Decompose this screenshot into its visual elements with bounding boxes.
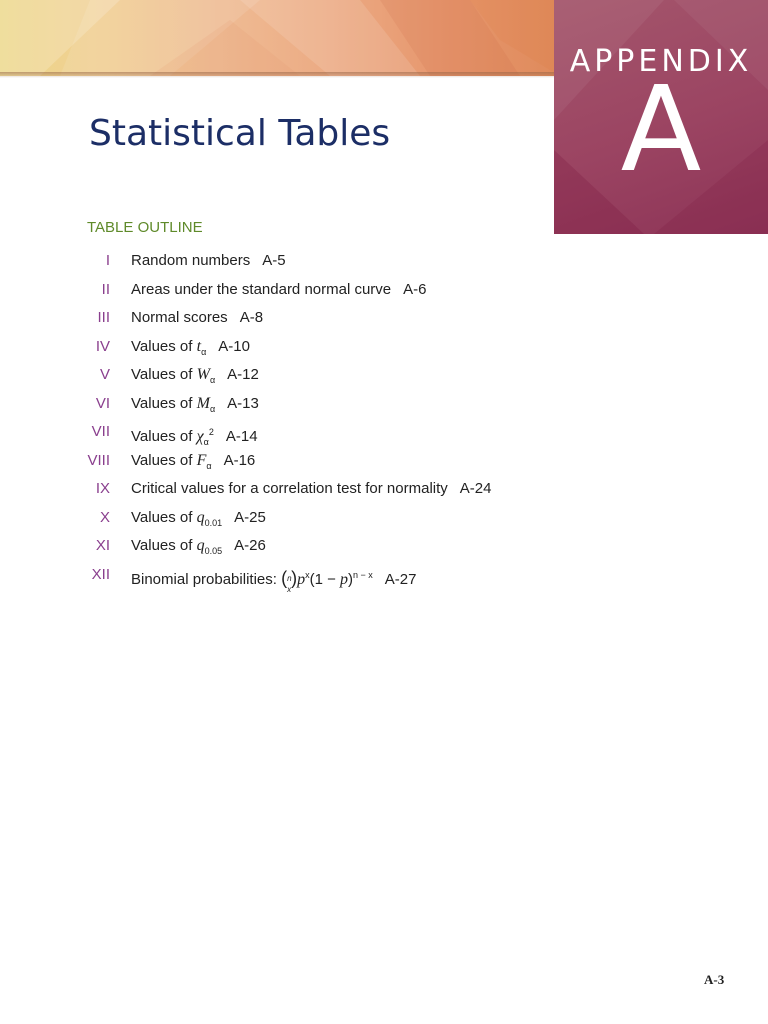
outline-page: A-6 bbox=[403, 280, 427, 298]
outline-symbol-sub: 0.01 bbox=[204, 517, 223, 528]
outline-symbol: χ bbox=[196, 428, 204, 445]
banner-pattern bbox=[0, 0, 560, 76]
outline-symbol-sup: 2 bbox=[208, 427, 214, 437]
outline-description bbox=[131, 336, 250, 363]
outline-item-VII bbox=[0, 421, 768, 450]
binomial-p2: p bbox=[340, 570, 349, 588]
appendix-word: APPENDIX bbox=[569, 44, 753, 79]
binomial-close: ) bbox=[348, 570, 354, 588]
outline-number: II bbox=[101, 280, 110, 298]
outline-symbol-sub: α bbox=[201, 346, 207, 357]
binomial-n: n bbox=[287, 573, 292, 583]
page-number: A-3 bbox=[704, 972, 725, 987]
outline-symbol-sub: α bbox=[209, 375, 216, 385]
outline-page: A-27 bbox=[384, 570, 417, 588]
outline-symbol-sub: α bbox=[203, 437, 209, 447]
outline-page: A-5 bbox=[262, 252, 286, 269]
outline-text: Areas under the standard normal curve bbox=[131, 280, 392, 298]
outline-description bbox=[131, 535, 266, 562]
binomial-one-minus: (1 − bbox=[309, 570, 341, 588]
outline-number: V bbox=[99, 366, 110, 383]
outline-text: Values of bbox=[131, 451, 197, 469]
outline-number: I bbox=[105, 252, 110, 269]
outline-description bbox=[131, 450, 255, 477]
header-banner bbox=[0, 0, 560, 76]
outline-item-II bbox=[0, 279, 768, 308]
outline-text: Normal scores bbox=[131, 309, 228, 326]
outline-description bbox=[131, 279, 427, 301]
outline-item-VI bbox=[0, 393, 768, 422]
binomial-exp-nx: n − x bbox=[353, 569, 373, 580]
outline-item-I bbox=[0, 250, 768, 279]
binomial-p: p bbox=[297, 570, 306, 588]
outline-symbol-sub: α bbox=[206, 460, 212, 471]
binomial-coefficient: ( n x ) bbox=[281, 570, 297, 590]
outline-page: A-10 bbox=[218, 337, 250, 355]
outline-item-XII bbox=[0, 564, 768, 593]
outline-text: Critical values for a correlation test for normality bbox=[131, 480, 448, 497]
outline-number: XI bbox=[95, 537, 110, 554]
outline-number: III bbox=[97, 309, 110, 326]
banner-shadow bbox=[0, 72, 560, 78]
outline-number: IV bbox=[95, 337, 110, 355]
outline-number: VII bbox=[91, 423, 110, 440]
outline-text: Values of bbox=[131, 537, 197, 554]
outline-page: A-12 bbox=[227, 366, 259, 383]
outline-description bbox=[131, 421, 258, 453]
outline-symbol: q bbox=[196, 508, 205, 526]
outline-page: A-25 bbox=[234, 508, 266, 526]
outline-symbol: W bbox=[196, 366, 210, 383]
page-title: Statistical Tables bbox=[89, 113, 391, 154]
binomial-x: x bbox=[287, 584, 292, 594]
binomial-exp-x: x bbox=[305, 569, 310, 580]
outline-page: A-24 bbox=[459, 480, 492, 497]
outline-symbol-sub: 0.05 bbox=[204, 546, 223, 556]
outline-number: VI bbox=[95, 394, 110, 412]
outline-description bbox=[131, 364, 259, 391]
outline-text: Random numbers bbox=[131, 252, 251, 269]
outline-text: Values of bbox=[131, 394, 197, 412]
outline-number: XII bbox=[91, 565, 110, 583]
outline-number: X bbox=[99, 508, 110, 526]
table-outline-heading: TABLE OUTLINE bbox=[87, 219, 203, 236]
outline-description bbox=[131, 564, 417, 594]
outline-text: Values of bbox=[131, 337, 197, 355]
outline-text: Binomial probabilities: bbox=[131, 570, 282, 588]
outline-text: Values of bbox=[131, 428, 197, 445]
outline-description bbox=[131, 478, 491, 500]
outline-symbol: t bbox=[196, 337, 202, 355]
outline-item-VIII bbox=[0, 450, 768, 479]
outline-symbol-sub: α bbox=[209, 403, 216, 414]
appendix-label-box bbox=[554, 0, 768, 234]
outline-text: Values of bbox=[131, 508, 197, 526]
outline-symbol: F bbox=[196, 451, 207, 469]
outline-item-III bbox=[0, 307, 768, 336]
outline-description bbox=[131, 507, 266, 534]
outline-item-IX bbox=[0, 478, 768, 507]
outline-item-IV bbox=[0, 336, 768, 365]
outline-text: Values of bbox=[131, 366, 197, 383]
table-outline-list bbox=[0, 250, 768, 592]
outline-description bbox=[131, 250, 286, 272]
outline-description bbox=[131, 393, 259, 420]
outline-page: A-8 bbox=[239, 309, 264, 326]
outline-item-XI bbox=[0, 535, 768, 564]
outline-item-V bbox=[0, 364, 768, 393]
outline-page: A-14 bbox=[225, 428, 258, 445]
outline-page: A-16 bbox=[223, 451, 256, 469]
outline-symbol: q bbox=[196, 537, 205, 554]
outline-description bbox=[131, 307, 263, 329]
outline-symbol: M bbox=[196, 394, 210, 412]
outline-item-X bbox=[0, 507, 768, 536]
appendix-letter: A bbox=[620, 60, 702, 198]
outline-number: VIII bbox=[87, 451, 110, 469]
outline-number: IX bbox=[95, 480, 110, 497]
outline-page: A-13 bbox=[227, 394, 259, 412]
outline-page: A-26 bbox=[234, 537, 266, 554]
